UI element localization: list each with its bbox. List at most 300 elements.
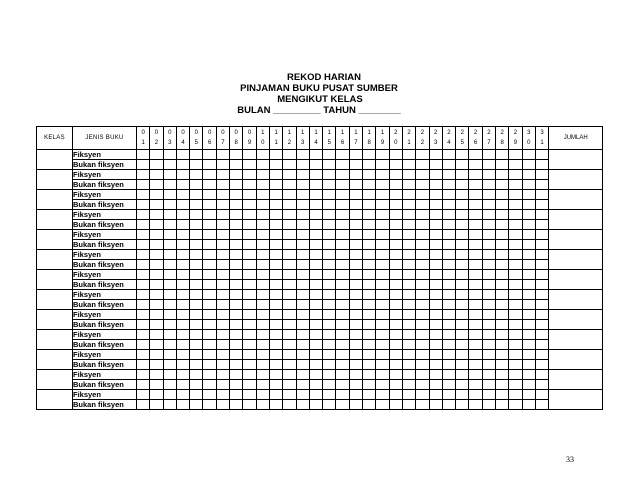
day-entry-cell[interactable] — [402, 200, 415, 210]
day-entry-cell[interactable] — [296, 220, 309, 230]
day-entry-cell[interactable] — [256, 340, 269, 350]
day-entry-cell[interactable] — [269, 180, 282, 190]
day-entry-cell[interactable] — [522, 300, 535, 310]
day-entry-cell[interactable] — [190, 320, 203, 330]
day-entry-cell[interactable] — [296, 170, 309, 180]
day-entry-cell[interactable] — [429, 150, 442, 160]
day-entry-cell[interactable] — [256, 310, 269, 320]
day-entry-cell[interactable] — [243, 330, 256, 340]
day-entry-cell[interactable] — [176, 180, 189, 190]
day-entry-cell[interactable] — [216, 360, 229, 370]
day-entry-cell[interactable] — [442, 270, 455, 280]
day-entry-cell[interactable] — [469, 170, 482, 180]
day-entry-cell[interactable] — [416, 370, 429, 380]
day-entry-cell[interactable] — [176, 240, 189, 250]
day-entry-cell[interactable] — [535, 300, 548, 310]
day-entry-cell[interactable] — [216, 400, 229, 410]
day-entry-cell[interactable] — [230, 210, 243, 220]
day-entry-cell[interactable] — [176, 280, 189, 290]
day-entry-cell[interactable] — [402, 340, 415, 350]
day-entry-cell[interactable] — [309, 300, 322, 310]
day-entry-cell[interactable] — [176, 190, 189, 200]
day-entry-cell[interactable] — [496, 220, 509, 230]
day-entry-cell[interactable] — [402, 380, 415, 390]
day-entry-cell[interactable] — [163, 350, 176, 360]
day-entry-cell[interactable] — [323, 310, 336, 320]
day-entry-cell[interactable] — [522, 170, 535, 180]
day-entry-cell[interactable] — [269, 210, 282, 220]
day-entry-cell[interactable] — [389, 160, 402, 170]
day-entry-cell[interactable] — [363, 250, 376, 260]
day-entry-cell[interactable] — [137, 400, 150, 410]
day-entry-cell[interactable] — [349, 340, 362, 350]
day-entry-cell[interactable] — [230, 170, 243, 180]
day-entry-cell[interactable] — [336, 310, 349, 320]
day-entry-cell[interactable] — [216, 180, 229, 190]
day-entry-cell[interactable] — [389, 300, 402, 310]
day-entry-cell[interactable] — [323, 150, 336, 160]
day-entry-cell[interactable] — [323, 160, 336, 170]
day-entry-cell[interactable] — [163, 380, 176, 390]
day-entry-cell[interactable] — [535, 250, 548, 260]
day-entry-cell[interactable] — [482, 400, 495, 410]
day-entry-cell[interactable] — [230, 310, 243, 320]
day-entry-cell[interactable] — [296, 370, 309, 380]
day-entry-cell[interactable] — [230, 330, 243, 340]
day-entry-cell[interactable] — [522, 400, 535, 410]
day-entry-cell[interactable] — [323, 270, 336, 280]
day-entry-cell[interactable] — [296, 390, 309, 400]
day-entry-cell[interactable] — [349, 210, 362, 220]
day-entry-cell[interactable] — [176, 360, 189, 370]
day-entry-cell[interactable] — [269, 350, 282, 360]
day-entry-cell[interactable] — [429, 190, 442, 200]
day-entry-cell[interactable] — [349, 320, 362, 330]
day-entry-cell[interactable] — [243, 400, 256, 410]
day-entry-cell[interactable] — [309, 150, 322, 160]
day-entry-cell[interactable] — [376, 290, 389, 300]
day-entry-cell[interactable] — [336, 180, 349, 190]
day-entry-cell[interactable] — [323, 370, 336, 380]
day-entry-cell[interactable] — [269, 290, 282, 300]
day-entry-cell[interactable] — [150, 150, 163, 160]
day-entry-cell[interactable] — [137, 360, 150, 370]
day-entry-cell[interactable] — [456, 350, 469, 360]
day-entry-cell[interactable] — [416, 400, 429, 410]
day-entry-cell[interactable] — [389, 380, 402, 390]
day-entry-cell[interactable] — [442, 200, 455, 210]
day-entry-cell[interactable] — [509, 160, 522, 170]
day-entry-cell[interactable] — [442, 260, 455, 270]
day-entry-cell[interactable] — [376, 260, 389, 270]
day-entry-cell[interactable] — [203, 370, 216, 380]
day-entry-cell[interactable] — [429, 390, 442, 400]
day-entry-cell[interactable] — [482, 150, 495, 160]
day-entry-cell[interactable] — [150, 190, 163, 200]
day-entry-cell[interactable] — [163, 300, 176, 310]
day-entry-cell[interactable] — [429, 400, 442, 410]
kelas-cell[interactable] — [37, 330, 73, 350]
day-entry-cell[interactable] — [442, 340, 455, 350]
day-entry-cell[interactable] — [416, 240, 429, 250]
day-entry-cell[interactable] — [522, 180, 535, 190]
day-entry-cell[interactable] — [402, 400, 415, 410]
day-entry-cell[interactable] — [456, 190, 469, 200]
day-entry-cell[interactable] — [150, 310, 163, 320]
day-entry-cell[interactable] — [230, 200, 243, 210]
day-entry-cell[interactable] — [496, 340, 509, 350]
day-entry-cell[interactable] — [296, 280, 309, 290]
day-entry-cell[interactable] — [256, 370, 269, 380]
day-entry-cell[interactable] — [509, 150, 522, 160]
day-entry-cell[interactable] — [522, 190, 535, 200]
day-entry-cell[interactable] — [190, 170, 203, 180]
day-entry-cell[interactable] — [363, 320, 376, 330]
day-entry-cell[interactable] — [429, 160, 442, 170]
day-entry-cell[interactable] — [376, 210, 389, 220]
day-entry-cell[interactable] — [269, 150, 282, 160]
day-entry-cell[interactable] — [389, 200, 402, 210]
day-entry-cell[interactable] — [269, 330, 282, 340]
day-entry-cell[interactable] — [336, 160, 349, 170]
kelas-cell[interactable] — [37, 270, 73, 290]
day-entry-cell[interactable] — [309, 170, 322, 180]
day-entry-cell[interactable] — [150, 370, 163, 380]
day-entry-cell[interactable] — [469, 150, 482, 160]
day-entry-cell[interactable] — [230, 190, 243, 200]
day-entry-cell[interactable] — [469, 400, 482, 410]
day-entry-cell[interactable] — [349, 300, 362, 310]
day-entry-cell[interactable] — [416, 320, 429, 330]
day-entry-cell[interactable] — [456, 170, 469, 180]
day-entry-cell[interactable] — [376, 370, 389, 380]
day-entry-cell[interactable] — [535, 350, 548, 360]
day-entry-cell[interactable] — [416, 270, 429, 280]
day-entry-cell[interactable] — [163, 210, 176, 220]
day-entry-cell[interactable] — [283, 150, 296, 160]
day-entry-cell[interactable] — [456, 250, 469, 260]
day-entry-cell[interactable] — [522, 360, 535, 370]
day-entry-cell[interactable] — [243, 190, 256, 200]
day-entry-cell[interactable] — [163, 400, 176, 410]
day-entry-cell[interactable] — [349, 380, 362, 390]
day-entry-cell[interactable] — [176, 380, 189, 390]
day-entry-cell[interactable] — [256, 280, 269, 290]
day-entry-cell[interactable] — [309, 360, 322, 370]
day-entry-cell[interactable] — [509, 400, 522, 410]
day-entry-cell[interactable] — [283, 270, 296, 280]
day-entry-cell[interactable] — [336, 350, 349, 360]
day-entry-cell[interactable] — [469, 220, 482, 230]
day-entry-cell[interactable] — [243, 370, 256, 380]
day-entry-cell[interactable] — [256, 240, 269, 250]
day-entry-cell[interactable] — [496, 310, 509, 320]
day-entry-cell[interactable] — [150, 220, 163, 230]
day-entry-cell[interactable] — [456, 280, 469, 290]
day-entry-cell[interactable] — [535, 280, 548, 290]
day-entry-cell[interactable] — [163, 370, 176, 380]
day-entry-cell[interactable] — [442, 350, 455, 360]
day-entry-cell[interactable] — [230, 220, 243, 230]
day-entry-cell[interactable] — [376, 270, 389, 280]
day-entry-cell[interactable] — [416, 230, 429, 240]
day-entry-cell[interactable] — [389, 150, 402, 160]
day-entry-cell[interactable] — [389, 330, 402, 340]
day-entry-cell[interactable] — [496, 380, 509, 390]
day-entry-cell[interactable] — [269, 390, 282, 400]
day-entry-cell[interactable] — [429, 220, 442, 230]
day-entry-cell[interactable] — [137, 160, 150, 170]
day-entry-cell[interactable] — [269, 230, 282, 240]
day-entry-cell[interactable] — [416, 290, 429, 300]
day-entry-cell[interactable] — [376, 310, 389, 320]
day-entry-cell[interactable] — [163, 330, 176, 340]
day-entry-cell[interactable] — [456, 230, 469, 240]
day-entry-cell[interactable] — [137, 230, 150, 240]
day-entry-cell[interactable] — [230, 290, 243, 300]
day-entry-cell[interactable] — [363, 340, 376, 350]
day-entry-cell[interactable] — [137, 170, 150, 180]
day-entry-cell[interactable] — [309, 280, 322, 290]
day-entry-cell[interactable] — [190, 280, 203, 290]
day-entry-cell[interactable] — [509, 300, 522, 310]
day-entry-cell[interactable] — [456, 300, 469, 310]
day-entry-cell[interactable] — [442, 170, 455, 180]
day-entry-cell[interactable] — [416, 280, 429, 290]
day-entry-cell[interactable] — [230, 400, 243, 410]
day-entry-cell[interactable] — [402, 180, 415, 190]
day-entry-cell[interactable] — [163, 180, 176, 190]
day-entry-cell[interactable] — [163, 280, 176, 290]
day-entry-cell[interactable] — [376, 220, 389, 230]
day-entry-cell[interactable] — [190, 230, 203, 240]
day-entry-cell[interactable] — [522, 200, 535, 210]
day-entry-cell[interactable] — [535, 260, 548, 270]
day-entry-cell[interactable] — [363, 280, 376, 290]
day-entry-cell[interactable] — [522, 270, 535, 280]
day-entry-cell[interactable] — [389, 230, 402, 240]
day-entry-cell[interactable] — [176, 170, 189, 180]
day-entry-cell[interactable] — [363, 330, 376, 340]
day-entry-cell[interactable] — [496, 200, 509, 210]
day-entry-cell[interactable] — [309, 210, 322, 220]
jumlah-cell[interactable] — [549, 270, 603, 290]
day-entry-cell[interactable] — [203, 200, 216, 210]
day-entry-cell[interactable] — [456, 400, 469, 410]
day-entry-cell[interactable] — [402, 290, 415, 300]
day-entry-cell[interactable] — [349, 280, 362, 290]
day-entry-cell[interactable] — [376, 170, 389, 180]
day-entry-cell[interactable] — [402, 210, 415, 220]
day-entry-cell[interactable] — [363, 380, 376, 390]
day-entry-cell[interactable] — [230, 260, 243, 270]
day-entry-cell[interactable] — [256, 290, 269, 300]
day-entry-cell[interactable] — [296, 230, 309, 240]
day-entry-cell[interactable] — [349, 400, 362, 410]
day-entry-cell[interactable] — [416, 220, 429, 230]
day-entry-cell[interactable] — [336, 290, 349, 300]
day-entry-cell[interactable] — [389, 220, 402, 230]
day-entry-cell[interactable] — [230, 150, 243, 160]
day-entry-cell[interactable] — [150, 230, 163, 240]
day-entry-cell[interactable] — [535, 180, 548, 190]
jumlah-cell[interactable] — [549, 250, 603, 270]
day-entry-cell[interactable] — [535, 320, 548, 330]
day-entry-cell[interactable] — [256, 260, 269, 270]
day-entry-cell[interactable] — [216, 330, 229, 340]
day-entry-cell[interactable] — [283, 180, 296, 190]
day-entry-cell[interactable] — [442, 330, 455, 340]
day-entry-cell[interactable] — [256, 330, 269, 340]
day-entry-cell[interactable] — [256, 300, 269, 310]
day-entry-cell[interactable] — [269, 250, 282, 260]
day-entry-cell[interactable] — [442, 150, 455, 160]
day-entry-cell[interactable] — [349, 260, 362, 270]
day-entry-cell[interactable] — [176, 230, 189, 240]
day-entry-cell[interactable] — [429, 230, 442, 240]
day-entry-cell[interactable] — [349, 310, 362, 320]
day-entry-cell[interactable] — [190, 290, 203, 300]
day-entry-cell[interactable] — [389, 240, 402, 250]
day-entry-cell[interactable] — [442, 390, 455, 400]
day-entry-cell[interactable] — [150, 290, 163, 300]
day-entry-cell[interactable] — [482, 390, 495, 400]
day-entry-cell[interactable] — [429, 210, 442, 220]
day-entry-cell[interactable] — [216, 280, 229, 290]
day-entry-cell[interactable] — [416, 390, 429, 400]
day-entry-cell[interactable] — [429, 300, 442, 310]
day-entry-cell[interactable] — [176, 330, 189, 340]
day-entry-cell[interactable] — [230, 390, 243, 400]
kelas-cell[interactable] — [37, 350, 73, 370]
day-entry-cell[interactable] — [283, 210, 296, 220]
day-entry-cell[interactable] — [469, 250, 482, 260]
day-entry-cell[interactable] — [137, 240, 150, 250]
day-entry-cell[interactable] — [509, 260, 522, 270]
day-entry-cell[interactable] — [296, 240, 309, 250]
day-entry-cell[interactable] — [509, 250, 522, 260]
day-entry-cell[interactable] — [535, 200, 548, 210]
day-entry-cell[interactable] — [496, 230, 509, 240]
day-entry-cell[interactable] — [469, 380, 482, 390]
day-entry-cell[interactable] — [376, 350, 389, 360]
day-entry-cell[interactable] — [496, 210, 509, 220]
day-entry-cell[interactable] — [283, 220, 296, 230]
day-entry-cell[interactable] — [203, 340, 216, 350]
day-entry-cell[interactable] — [429, 330, 442, 340]
day-entry-cell[interactable] — [323, 360, 336, 370]
day-entry-cell[interactable] — [376, 200, 389, 210]
day-entry-cell[interactable] — [323, 280, 336, 290]
day-entry-cell[interactable] — [336, 280, 349, 290]
day-entry-cell[interactable] — [296, 320, 309, 330]
day-entry-cell[interactable] — [389, 350, 402, 360]
day-entry-cell[interactable] — [363, 210, 376, 220]
day-entry-cell[interactable] — [336, 200, 349, 210]
day-entry-cell[interactable] — [509, 340, 522, 350]
day-entry-cell[interactable] — [203, 350, 216, 360]
day-entry-cell[interactable] — [150, 350, 163, 360]
day-entry-cell[interactable] — [456, 290, 469, 300]
day-entry-cell[interactable] — [150, 360, 163, 370]
day-entry-cell[interactable] — [535, 370, 548, 380]
day-entry-cell[interactable] — [323, 320, 336, 330]
day-entry-cell[interactable] — [243, 290, 256, 300]
day-entry-cell[interactable] — [535, 240, 548, 250]
day-entry-cell[interactable] — [203, 300, 216, 310]
day-entry-cell[interactable] — [482, 340, 495, 350]
day-entry-cell[interactable] — [163, 320, 176, 330]
day-entry-cell[interactable] — [376, 180, 389, 190]
day-entry-cell[interactable] — [150, 330, 163, 340]
day-entry-cell[interactable] — [216, 190, 229, 200]
kelas-cell[interactable] — [37, 250, 73, 270]
day-entry-cell[interactable] — [190, 260, 203, 270]
day-entry-cell[interactable] — [456, 320, 469, 330]
day-entry-cell[interactable] — [509, 290, 522, 300]
day-entry-cell[interactable] — [203, 270, 216, 280]
day-entry-cell[interactable] — [176, 200, 189, 210]
day-entry-cell[interactable] — [349, 180, 362, 190]
day-entry-cell[interactable] — [389, 260, 402, 270]
day-entry-cell[interactable] — [469, 200, 482, 210]
day-entry-cell[interactable] — [203, 260, 216, 270]
day-entry-cell[interactable] — [456, 270, 469, 280]
day-entry-cell[interactable] — [243, 240, 256, 250]
day-entry-cell[interactable] — [309, 320, 322, 330]
day-entry-cell[interactable] — [137, 280, 150, 290]
kelas-cell[interactable] — [37, 150, 73, 170]
day-entry-cell[interactable] — [416, 250, 429, 260]
day-entry-cell[interactable] — [389, 390, 402, 400]
day-entry-cell[interactable] — [442, 240, 455, 250]
day-entry-cell[interactable] — [509, 380, 522, 390]
day-entry-cell[interactable] — [203, 320, 216, 330]
day-entry-cell[interactable] — [150, 400, 163, 410]
day-entry-cell[interactable] — [230, 360, 243, 370]
jumlah-cell[interactable] — [549, 290, 603, 310]
day-entry-cell[interactable] — [469, 340, 482, 350]
day-entry-cell[interactable] — [256, 190, 269, 200]
day-entry-cell[interactable] — [269, 400, 282, 410]
day-entry-cell[interactable] — [137, 380, 150, 390]
day-entry-cell[interactable] — [269, 240, 282, 250]
day-entry-cell[interactable] — [323, 180, 336, 190]
day-entry-cell[interactable] — [150, 300, 163, 310]
day-entry-cell[interactable] — [456, 330, 469, 340]
day-entry-cell[interactable] — [469, 210, 482, 220]
day-entry-cell[interactable] — [269, 200, 282, 210]
day-entry-cell[interactable] — [496, 260, 509, 270]
day-entry-cell[interactable] — [163, 240, 176, 250]
day-entry-cell[interactable] — [442, 310, 455, 320]
day-entry-cell[interactable] — [256, 360, 269, 370]
day-entry-cell[interactable] — [309, 370, 322, 380]
day-entry-cell[interactable] — [402, 350, 415, 360]
day-entry-cell[interactable] — [469, 240, 482, 250]
day-entry-cell[interactable] — [469, 230, 482, 240]
day-entry-cell[interactable] — [363, 350, 376, 360]
day-entry-cell[interactable] — [283, 390, 296, 400]
day-entry-cell[interactable] — [150, 240, 163, 250]
day-entry-cell[interactable] — [402, 280, 415, 290]
day-entry-cell[interactable] — [349, 360, 362, 370]
day-entry-cell[interactable] — [190, 300, 203, 310]
day-entry-cell[interactable] — [203, 360, 216, 370]
day-entry-cell[interactable] — [376, 380, 389, 390]
day-entry-cell[interactable] — [243, 150, 256, 160]
day-entry-cell[interactable] — [509, 200, 522, 210]
